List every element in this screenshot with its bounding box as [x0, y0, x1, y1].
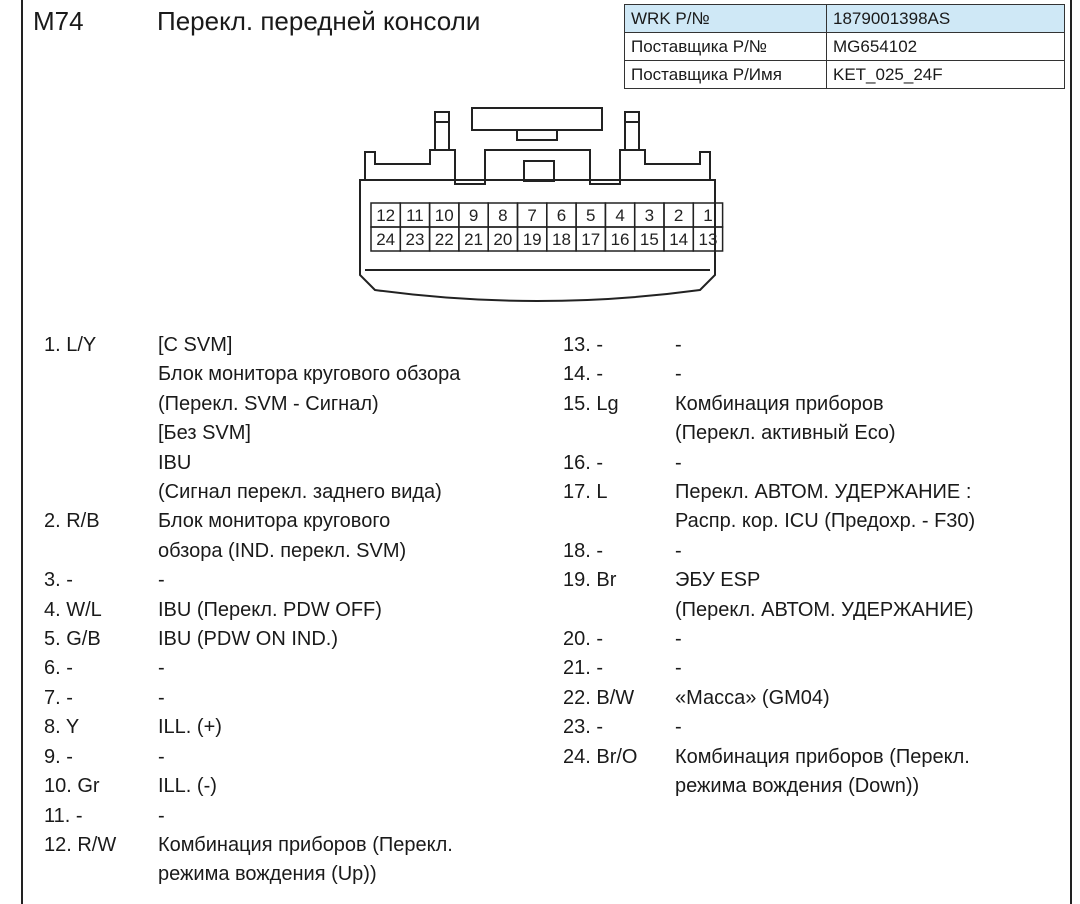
- pin-number: 22: [434, 230, 454, 249]
- pin-entry: [563, 566, 975, 625]
- pin-description-line: режима вождения (Up)): [158, 863, 377, 886]
- pin-number: 5: [586, 206, 596, 225]
- connector-post-left: [435, 112, 449, 150]
- pin-number: 24: [376, 230, 396, 249]
- pin-entry: [44, 507, 460, 566]
- pin-entry: [44, 684, 460, 713]
- pin-entry: [563, 390, 975, 449]
- pin-description-line: -: [675, 451, 682, 474]
- pin-description-line: -: [675, 657, 682, 680]
- info-key: Поставщика P/№: [625, 33, 827, 61]
- pin-description: [158, 684, 165, 713]
- info-value: MG654102: [827, 33, 1065, 61]
- pin-description-line: -: [675, 363, 682, 386]
- pin-entry: [44, 743, 460, 772]
- connector-latch: [472, 108, 602, 130]
- pin-description: [675, 331, 682, 360]
- pin-label: 5. G/B: [44, 628, 101, 651]
- pin-label: 13. -: [563, 334, 604, 356]
- pin-entry: [44, 331, 460, 507]
- pin-description: [675, 537, 682, 566]
- connector-body: [360, 150, 718, 301]
- pin-description-line: [Без SVM]: [158, 422, 251, 445]
- pin-number: 14: [669, 230, 689, 249]
- connector-code: M74: [33, 6, 84, 36]
- pin-label: 14. -: [563, 363, 604, 386]
- pin-description-line: IBU (Перекл. PDW OFF): [158, 598, 382, 621]
- pin-description-line: -: [158, 657, 165, 680]
- pin-label: 8. Y: [44, 716, 80, 739]
- part-info-table: [624, 4, 1065, 89]
- pin-description-line: -: [158, 804, 165, 827]
- pin-label: 11. -: [44, 804, 83, 827]
- pin-description-line: Блок монитора кругового: [158, 510, 391, 533]
- pin-label: 20. -: [563, 628, 604, 651]
- pin-entry: [563, 331, 975, 360]
- pin-label: 10. Gr: [44, 775, 100, 798]
- pin-entry: [44, 596, 460, 625]
- pin-description: [675, 449, 682, 478]
- pin-description-line: IBU: [158, 451, 192, 474]
- pin-description: [675, 360, 682, 389]
- pin-label: 18. -: [563, 539, 604, 562]
- connector-key-slot: [524, 161, 554, 181]
- pin-number: 23: [405, 230, 425, 249]
- pin-number: 4: [615, 206, 625, 225]
- pin-number: 16: [610, 230, 630, 249]
- connector-title: Перекл. передней консоли: [157, 6, 481, 36]
- connector-latch-notch: [517, 130, 557, 140]
- pin-description-line: [С SVM]: [158, 334, 233, 356]
- pin-description: [675, 478, 975, 537]
- pin-description-line: -: [675, 334, 682, 356]
- pin-number: 11: [406, 206, 424, 225]
- pin-description-line: «Масса» (GM04): [675, 686, 830, 709]
- pin-entry: [44, 713, 460, 742]
- pin-entry: [563, 478, 975, 537]
- pin-description-line: Комбинация приборов: [675, 392, 884, 415]
- pin-entry: [44, 625, 460, 654]
- pin-grid: [371, 203, 723, 251]
- pin-description-line: -: [158, 686, 165, 709]
- pin-number: 12: [376, 206, 396, 225]
- pin-description-line: (Перекл. SVM - Сигнал): [158, 392, 379, 415]
- pin-description-line: IBU (PDW ON IND.): [158, 628, 338, 651]
- pin-number: 18: [551, 230, 571, 249]
- pin-number: 3: [644, 206, 655, 225]
- pin-label: 6. -: [44, 657, 73, 680]
- pin-entry: [563, 654, 975, 683]
- pin-description: [158, 331, 460, 507]
- pin-description-line: -: [158, 569, 165, 592]
- pin-entry: [563, 625, 975, 654]
- pin-description-line: режима вождения (Down)): [675, 775, 920, 798]
- pin-description-line: Перекл. АВТОМ. УДЕРЖАНИЕ :: [675, 481, 972, 504]
- pin-number: 19: [522, 230, 542, 249]
- pin-number: 8: [498, 206, 508, 225]
- pin-description-line: ILL. (-): [158, 775, 217, 798]
- pin-label: 7. -: [44, 686, 73, 709]
- pin-entry: [563, 360, 975, 389]
- pin-description: [158, 713, 222, 742]
- pin-list-left: [44, 331, 460, 890]
- info-value: KET_025_24F: [827, 61, 1065, 89]
- pin-entry: [563, 449, 975, 478]
- pin-entry: [44, 772, 460, 801]
- info-value: 1879001398AS: [827, 5, 1065, 33]
- pin-number: 2: [673, 206, 684, 225]
- pin-number: 10: [434, 206, 454, 225]
- pin-label: 22. B/W: [563, 686, 635, 709]
- pin-label: 15. Lg: [563, 392, 619, 415]
- pin-number: 1: [703, 206, 713, 225]
- pin-label: 3. -: [44, 569, 73, 592]
- pin-entry: [44, 802, 460, 831]
- pin-description: [158, 802, 165, 831]
- pin-description: [675, 713, 682, 742]
- info-row-wrk: [625, 5, 1065, 33]
- pin-description-line: ЭБУ ESP: [675, 569, 761, 592]
- pin-entry: [44, 654, 460, 683]
- pin-description-line: -: [675, 628, 682, 651]
- pin-label: 24. Br/O: [563, 745, 638, 768]
- pin-description: [158, 566, 165, 595]
- pin-entry: [44, 831, 460, 890]
- info-key: WRK P/№: [625, 5, 827, 33]
- pin-label: 19. Br: [563, 569, 617, 592]
- pin-list-right: [563, 331, 975, 802]
- pin-description: [158, 596, 382, 625]
- pin-description: [158, 625, 338, 654]
- pin-description: [675, 743, 970, 802]
- pin-description: [675, 390, 896, 449]
- pin-entry: [563, 743, 975, 802]
- pin-description-line: Комбинация приборов (Перекл.: [158, 833, 453, 856]
- pin-description-line: -: [675, 716, 682, 739]
- pin-number: 9: [468, 206, 479, 225]
- pin-label: 12. R/W: [44, 833, 117, 856]
- pin-number: 15: [639, 230, 659, 249]
- pin-label: 21. -: [563, 657, 604, 680]
- pin-label: 1. L/Y: [44, 334, 97, 356]
- pin-description-line: Комбинация приборов (Перекл.: [675, 745, 970, 768]
- pin-label: 2. R/B: [44, 510, 100, 533]
- pin-label: 17. L: [563, 481, 608, 504]
- pin-description: [158, 831, 453, 890]
- pin-description: [675, 684, 830, 713]
- pin-label: 16. -: [563, 451, 604, 474]
- pin-description-line: -: [158, 745, 165, 768]
- info-key: Поставщика P/Имя: [625, 61, 827, 89]
- pin-description: [158, 743, 165, 772]
- pin-description: [675, 625, 682, 654]
- connector-diagram: [345, 100, 735, 305]
- pin-entry: [563, 537, 975, 566]
- pin-number: 21: [464, 230, 484, 249]
- pin-description-line: Блок монитора кругового обзора: [158, 363, 461, 386]
- pin-description: [675, 654, 682, 683]
- pin-description-line: обзора (IND. перекл. SVM): [158, 539, 407, 562]
- pin-description-line: Распр. кор. ICU (Предохр. - F30): [675, 510, 976, 533]
- pin-description: [158, 772, 217, 801]
- pin-description-line: -: [675, 539, 682, 562]
- pin-label: 9. -: [44, 745, 73, 768]
- connector-post-right: [625, 112, 639, 150]
- info-row-supplier-pn: [625, 33, 1065, 61]
- pin-description: [158, 507, 406, 566]
- pin-label: 4. W/L: [44, 598, 102, 621]
- pin-description-line: (Перекл. активный Eco): [675, 422, 896, 445]
- pin-number: 20: [493, 230, 513, 249]
- connector-housing-lines: [365, 180, 713, 270]
- pin-description-line: (Сигнал перекл. заднего вида): [158, 481, 442, 504]
- info-row-supplier-name: [625, 61, 1065, 89]
- pin-number: 13: [698, 230, 718, 249]
- pin-number: 6: [556, 206, 567, 225]
- pin-entry: [44, 566, 460, 595]
- pin-entry: [563, 684, 975, 713]
- pin-label: 23. -: [563, 716, 604, 739]
- pin-entry: [563, 713, 975, 742]
- pin-number: 7: [527, 206, 537, 225]
- pin-description-line: ILL. (+): [158, 716, 222, 739]
- pin-description: [158, 654, 165, 683]
- pin-description-line: (Перекл. АВТОМ. УДЕРЖАНИЕ): [675, 598, 974, 621]
- pin-number: 17: [581, 230, 601, 249]
- pin-description: [675, 566, 974, 625]
